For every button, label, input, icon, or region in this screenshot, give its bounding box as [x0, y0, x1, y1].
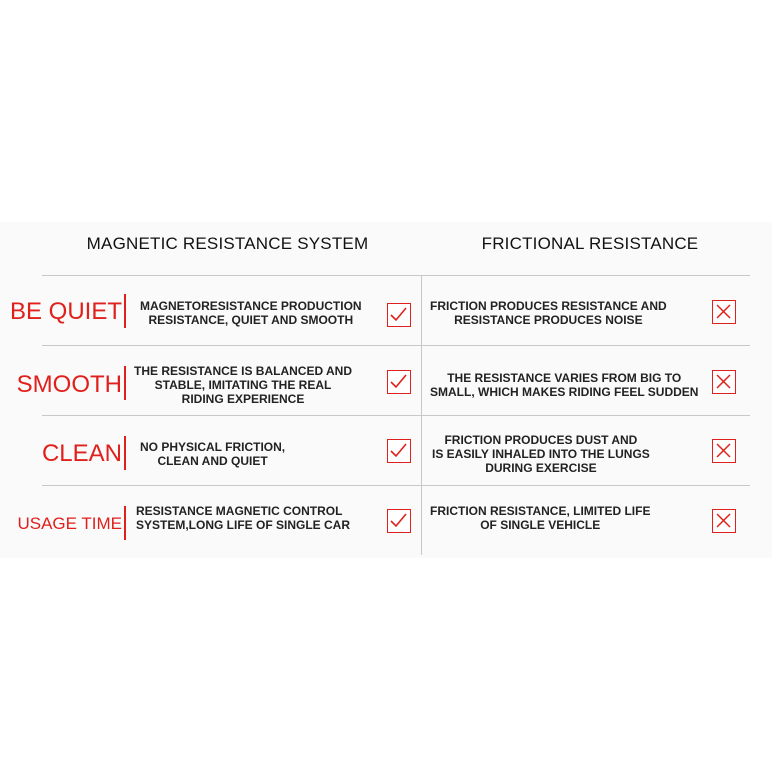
comparison-row-be-quiet	[0, 276, 772, 346]
label-accent-bar	[124, 366, 126, 400]
friction-description: FRICTION RESISTANCE, LIMITED LIFE OF SINGLE VEHICLE	[430, 504, 651, 532]
magnetic-description: NO PHYSICAL FRICTION, CLEAN AND QUIET	[140, 440, 286, 468]
label-accent-bar	[124, 436, 126, 470]
check-box-icon	[387, 439, 411, 463]
row-label: SMOOTH	[16, 371, 122, 398]
row-label: BE QUIET	[10, 298, 123, 325]
label-accent-bar	[124, 506, 126, 540]
comparison-row-clean	[0, 416, 772, 486]
friction-description: FRICTION PRODUCES DUST AND IS EASILY INHALED INTO THE LUNGS DURING EXERCISE	[432, 433, 650, 475]
friction-description: FRICTION PRODUCES RESISTANCE AND RESISTANCE PRODUCES NOISE	[430, 299, 667, 327]
row-label: CLEAN	[41, 440, 122, 467]
friction-description: THE RESISTANCE VARIES FROM BIG TO SMALL, WHICH MAKES RIDING FEEL SUDDEN	[430, 371, 699, 399]
cross-box-icon	[712, 300, 736, 324]
cross-box-icon	[712, 370, 736, 394]
magnetic-description: THE RESISTANCE IS BALANCED AND STABLE, IMITATING THE REAL RIDING EXPERIENCE	[134, 364, 353, 406]
cross-box-icon	[712, 439, 736, 463]
comparison-row-smooth	[0, 346, 772, 416]
label-accent-bar	[124, 294, 126, 328]
check-box-icon	[387, 370, 411, 394]
check-box-icon	[387, 509, 411, 533]
row-label: USAGE TIME	[17, 514, 122, 533]
magnetic-description: MAGNETORESISTANCE PRODUCTION RESISTANCE, QUIET AND SMOOTH	[140, 299, 362, 327]
comparison-row-usage-time	[0, 486, 772, 556]
check-box-icon	[387, 303, 411, 327]
magnetic-column-header: MAGNETIC RESISTANCE SYSTEM	[86, 234, 369, 253]
cross-box-icon	[712, 509, 736, 533]
magnetic-description: RESISTANCE MAGNETIC CONTROL SYSTEM,LONG LIFE OF SINGLE CAR	[136, 504, 351, 532]
friction-column-header: FRICTIONAL RESISTANCE	[481, 234, 699, 253]
